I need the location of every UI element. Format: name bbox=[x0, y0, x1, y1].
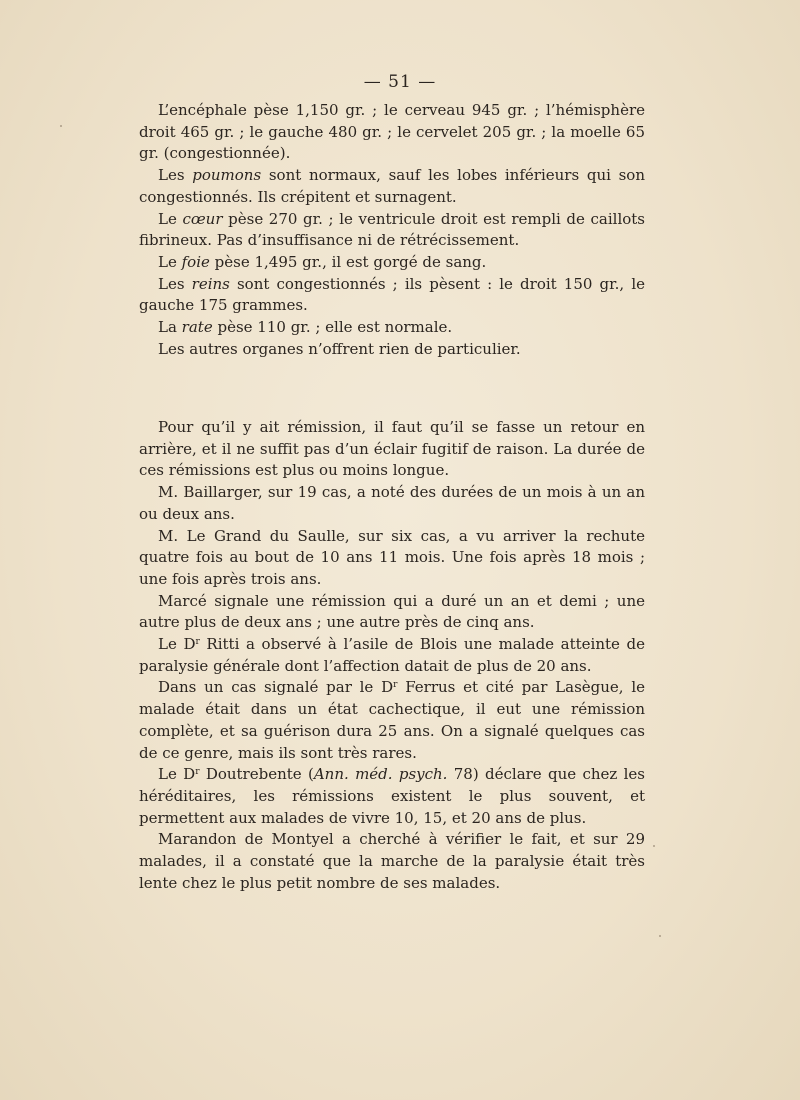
paragraph bbox=[139, 591, 645, 634]
text-run: Le D bbox=[158, 635, 196, 654]
text-run: Le bbox=[158, 252, 182, 271]
text-run: Le D bbox=[158, 765, 196, 784]
text-run: sont normaux, sauf les lobes inférieurs qui son congestionnés. Ils crépitent et surnagent. bbox=[139, 166, 645, 206]
paragraph bbox=[139, 764, 645, 829]
paragraph bbox=[139, 165, 645, 208]
page-number: — 51 — bbox=[363, 72, 437, 92]
text-run: Les bbox=[158, 166, 193, 185]
paragraph bbox=[139, 252, 645, 274]
text-run: Les autres organes n’offrent rien de particulier. bbox=[158, 339, 521, 358]
text-run: pèse 110 gr. ; elle est normale. bbox=[212, 318, 453, 337]
paragraph bbox=[139, 482, 645, 525]
superscript: r bbox=[195, 637, 200, 648]
paragraph bbox=[139, 677, 645, 764]
paragraph bbox=[139, 100, 645, 165]
paper-speck bbox=[60, 125, 62, 127]
italic-text: foie bbox=[181, 252, 210, 271]
text-run: La bbox=[158, 318, 182, 337]
text-run: M. Le Grand du Saulle, sur six cas, a vu arriver la rechute quatre fois au bout de 10 ans 11 mois. Une fois après 18 mois ; une fois après trois ans. bbox=[139, 526, 645, 588]
text-run: Pour qu’il y ait rémission, il faut qu’il se fasse un retour en arrière, et il ne suffit pas d’un éclair fugitif de raison. La durée de ces rémissions est plus ou moins longue. bbox=[139, 418, 645, 480]
paragraph bbox=[139, 317, 645, 339]
text-run: Doutrebente ( bbox=[199, 765, 314, 784]
paragraph bbox=[139, 274, 645, 317]
text-run: sont congestionnés ; ils pèsent : le droit 150 gr., le gauche 175 grammes. bbox=[139, 274, 645, 315]
text-run: Les bbox=[158, 274, 192, 293]
text-run: Le bbox=[158, 209, 183, 228]
italic-text: poumons bbox=[192, 166, 262, 185]
text-run: Ritti a observé à l’asile de Blois une malade atteinte de paralysie générale dont l’affection datait de plus de 20 ans. bbox=[139, 635, 646, 675]
text-run: pèse 1,495 gr., il est gorgé de sang. bbox=[209, 252, 487, 271]
paragraph bbox=[139, 339, 645, 361]
italic-text: Ann. méd. psych. bbox=[313, 765, 448, 784]
superscript: r bbox=[393, 680, 398, 691]
text-run: 78) déclare que chez les héréditaires, les rémissions existent le plus souvent, et permettent aux malades de vivre 10, 15, et 20 ans de plus. bbox=[139, 765, 645, 827]
italic-text: rate bbox=[181, 318, 213, 337]
paper-speck bbox=[653, 845, 655, 847]
text-run: Marcé signale une rémission qui a duré un an et demi ; une autre plus de deux ans ; une autre près de cinq ans. bbox=[139, 591, 645, 632]
remission-section bbox=[139, 417, 645, 894]
paragraph bbox=[139, 634, 645, 677]
text-run: Dans un cas signalé par le D bbox=[158, 678, 394, 697]
text-run: L’encéphale pèse 1,150 gr. ; le cerveau 945 gr. ; l’hémisphère droit 465 gr. ; le gauche 480 gr. ; le cervelet 205 gr. ; la moelle 65 gr. (congestionnée). bbox=[139, 101, 645, 163]
italic-text: cœur bbox=[182, 209, 223, 228]
italic-text: reins bbox=[191, 274, 230, 293]
superscript: r bbox=[195, 767, 200, 778]
text-run: M. Baillarger, sur 19 cas, a noté des durées de un mois à un an ou deux ans. bbox=[139, 483, 645, 523]
paragraph bbox=[139, 417, 645, 482]
paper-speck bbox=[659, 935, 661, 937]
text-run: Ferrus et cité par Lasègue, le malade était dans un état cachectique, il eut une rémission complète, et sa guérison dura 25 ans. On a signalé quelques cas de ce genre, mais ils sont très rares. bbox=[139, 678, 645, 762]
paragraph bbox=[139, 526, 645, 591]
paragraph bbox=[139, 829, 645, 894]
autopsy-section bbox=[139, 100, 645, 360]
text-run: pèse 270 gr. ; le ventricule droit est rempli de caillots fibrineux. Pas d’insuffisance ni de rétrécissement. bbox=[139, 209, 645, 250]
text-run: Marandon de Montyel a cherché à vérifier le fait, et sur 29 malades, il a constaté que la marche de la paralysie était très lente chez le plus petit nombre de ses malades. bbox=[139, 830, 645, 892]
paragraph bbox=[139, 209, 645, 252]
